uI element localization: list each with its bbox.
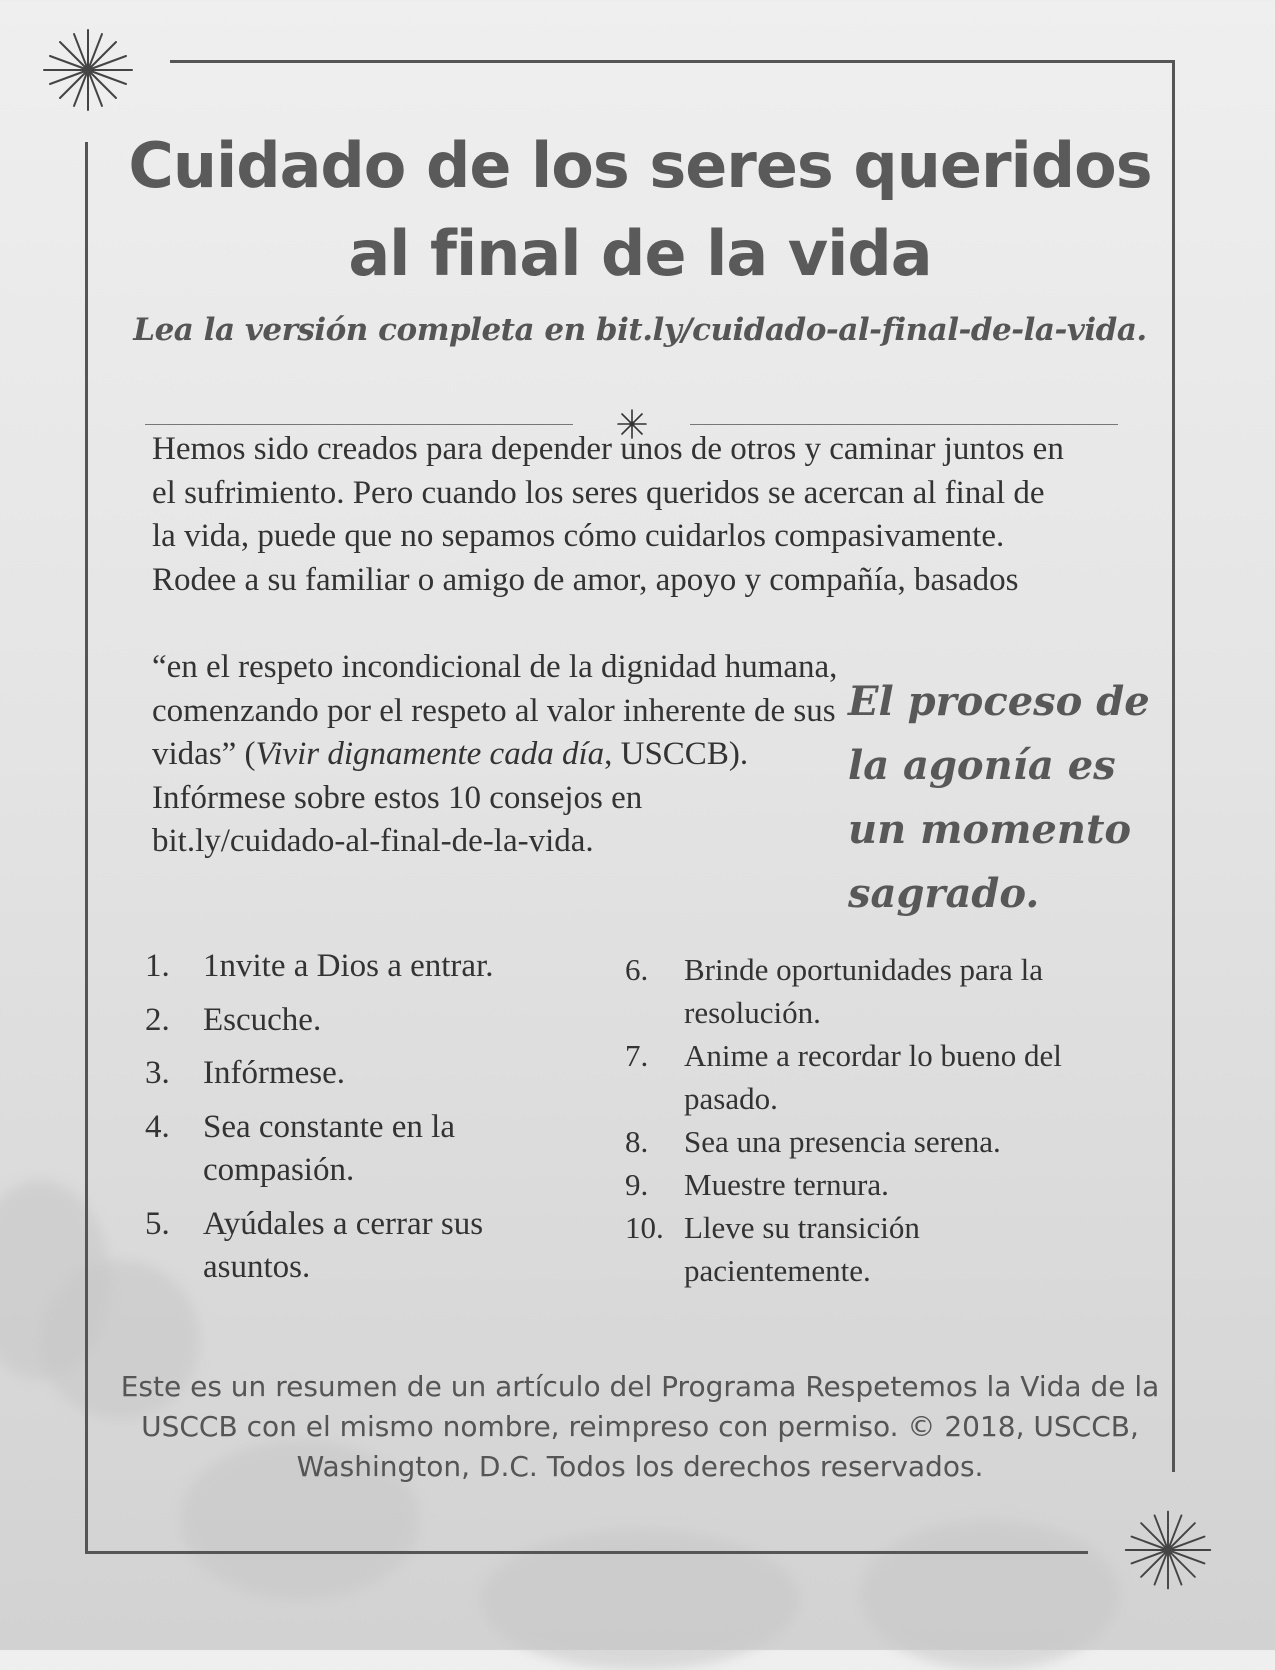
list-number: 2.	[145, 1001, 170, 1038]
list-item-text: 1nvite a Dios a entrar.	[203, 948, 494, 984]
list-item-text: Muestre ternura.	[684, 1167, 889, 1202]
list-item	[625, 1034, 1095, 1120]
list-item	[625, 1163, 1095, 1206]
list-item	[145, 1106, 545, 1193]
list-number: 10.	[625, 1210, 664, 1245]
star-ornament-top-left	[38, 20, 138, 120]
list-item	[145, 1052, 545, 1096]
list-item-text: Brinde oportunidades para la resolución.	[684, 952, 1043, 1030]
list-number: 3.	[145, 1055, 170, 1091]
background-flower-shape	[860, 1520, 1120, 1670]
list-item-text: Ayúdales a cerrar sus asuntos.	[203, 1205, 484, 1285]
frame-top-line	[170, 60, 1175, 63]
intro-quote-text: “en el respeto incondicional de la dignidad humana, comenzando por el respeto al valor inherente de sus vidas” (	[152, 649, 838, 772]
tips-list-right	[625, 948, 1095, 1292]
list-item	[145, 1203, 545, 1290]
divider-line-left	[145, 424, 573, 425]
pull-quote: El proceso de la agonía es un momento sagrado.	[848, 678, 1150, 917]
frame-bottom-line	[85, 1551, 1088, 1554]
list-number: 6.	[625, 952, 649, 987]
list-item	[145, 945, 545, 989]
intro-link-text: Infórmese sobre estos 10 consejos en bit.ly/cuidado-al-final-de-la-vida.	[152, 779, 643, 859]
list-number: 1.	[145, 948, 170, 984]
list-item	[145, 999, 545, 1043]
list-number: 9.	[625, 1167, 649, 1202]
citation-source: , USCCB).	[604, 736, 749, 772]
list-item-text: Anime a recordar lo bueno del pasado.	[684, 1038, 1062, 1116]
document-citation: Vivir dignamente cada día	[255, 736, 605, 772]
tips-list-left	[145, 945, 545, 1300]
list-item-text: Sea una presencia serena.	[684, 1124, 1001, 1159]
subtitle-link-text: Lea la versión completa en bit.ly/cuidado-al-final-de-la-vida.	[133, 312, 1147, 348]
list-number: 5.	[145, 1205, 170, 1242]
list-number: 8.	[625, 1124, 649, 1159]
page-title: Cuidado de los seres queridos al final de la vida	[128, 129, 1152, 290]
list-number: 7.	[625, 1038, 649, 1073]
list-item	[625, 948, 1095, 1034]
list-item	[625, 1206, 1095, 1292]
frame-left-line	[85, 142, 88, 1554]
list-item-text: Escuche.	[203, 1001, 322, 1038]
list-item-text: Infórmese.	[203, 1055, 346, 1091]
copyright-footer: Este es un resumen de un artículo del Programa Respetemos la Vida de la USCCB con el mismo nombre, reimpreso con permiso. © 2018, USCCB, Washington, D.C. Todos los derechos reservados.	[120, 1370, 1160, 1483]
divider-line-right	[690, 424, 1118, 425]
list-item	[625, 1120, 1095, 1163]
intro-paragraph: Hemos sido creados para depender unos de otros y caminar juntos en el sufrimiento. Pero cuando los seres queridos se acercan al final de la vida, puede que no sepamos cómo cuidarlos compasivamente. Rodee a su familiar o amigo de amor, apoyo y compañía, basados	[152, 431, 1064, 598]
list-item-text: Sea constante en la compasión.	[203, 1108, 455, 1188]
list-number: 4.	[145, 1108, 170, 1145]
star-ornament-bottom-right	[1120, 1502, 1216, 1598]
list-item-text: Lleve su transición pacientemente.	[684, 1210, 920, 1288]
intro-paragraph-continued	[152, 646, 842, 864]
